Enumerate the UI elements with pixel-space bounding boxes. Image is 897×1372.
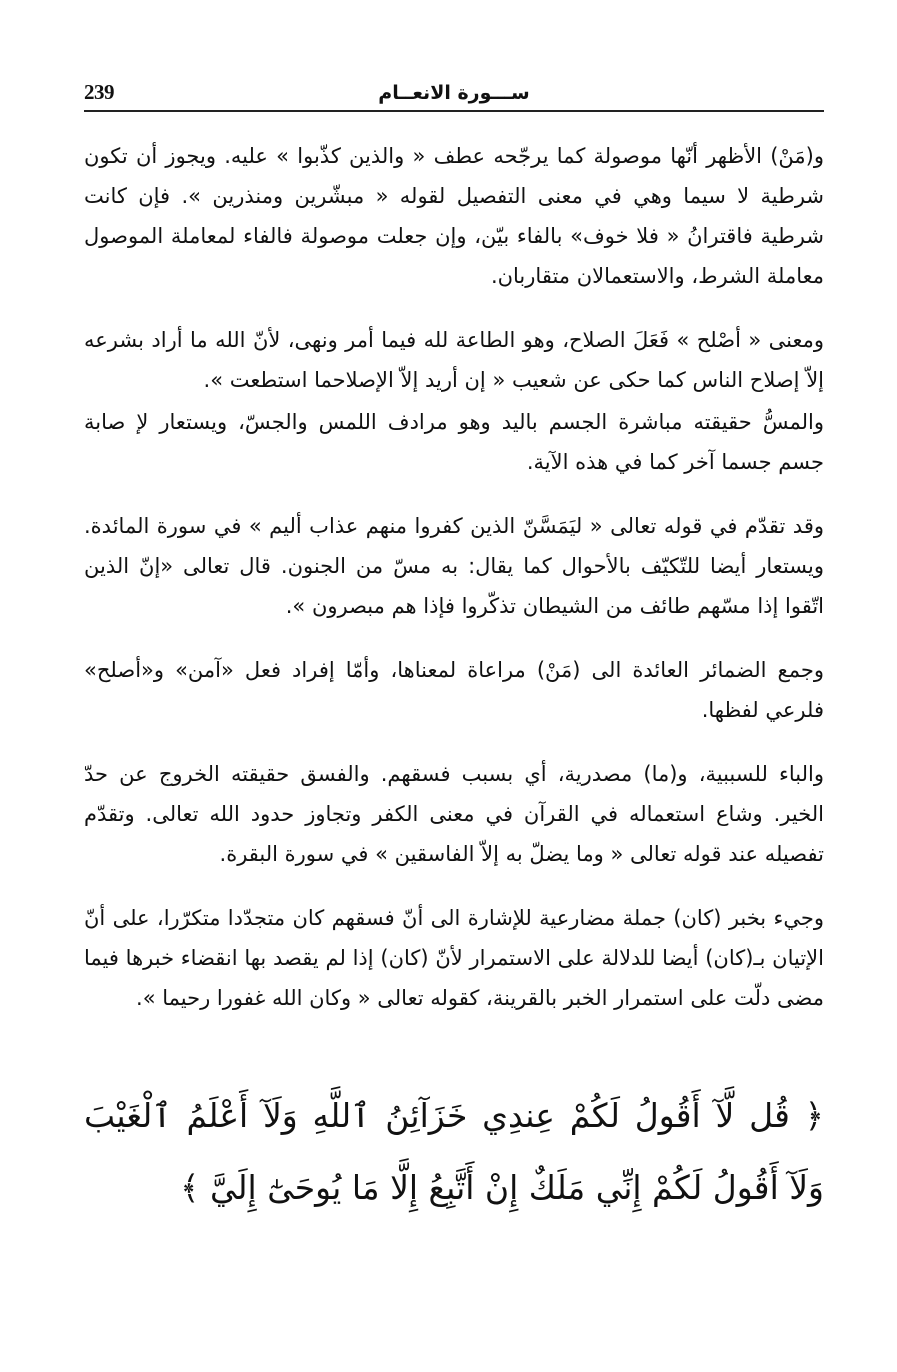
paragraph-kana: وجيء بخبر (كان) جملة مضارعية للإشارة الى أنّ فسقهم كان متجدّدا متكرّرا، على أنّ الإتيان بـ(كان) أيضا للدلالة على الاستمرار لأنّ (كان) إذا لم يقصد بها انقضاء خبرها فيما مضى دلّت على استمرار الخبر بالقرينة، كقوله تعالى « وكان الله غفورا رحيما ». xyxy=(84,906,824,1010)
commentary-text xyxy=(84,136,824,1018)
paragraph-aslaha: ومعنى « أصْلح » فَعَلَ الصلاح، وهو الطاعة لله فيما أمر ونهى، لأنّ الله ما أراد بشرعه إلاّ إصلاح الناس كما حكى عن شعيب « إن أريد إلاّ الإصلاحما استطعت ». xyxy=(84,328,824,392)
header-divider xyxy=(84,110,824,112)
verse-close-bracket: ﴾ xyxy=(180,1168,200,1207)
paragraph-fisq: والباء للسببية، و(ما) مصدرية، أي بسبب فسقهم. والفسق حقيقته الخروج عن حدّ الخير. وشاع استعماله في القرآن في معنى الكفر وتجاوز حدود الله تعالى. وتقدّم تفصيله عند قوله تعالى « وما يضلّ به إلاّ الفاسقين » في سورة البقرة. xyxy=(84,762,824,866)
running-head xyxy=(84,80,824,112)
surah-title: ســـورة الانعــام xyxy=(378,82,530,104)
paragraph-tamas: وقد تقدّم في قوله تعالى « ليَمَسَّنّ الذين كفروا منهم عذاب أليم » في سورة المائدة. ويستعار أيضا للتّكيّف بالأحوال كما يقال: به مسّ من الجنون. قال تعالى «إنّ الذين اتّقوا إذا مسّهم طائف من الشيطان تذكّروا فإذا هم مبصرون ». xyxy=(84,514,824,618)
verse-text: قُل لَّآ أَقُولُ لَكُمْ عِندِي خَزَآئِنُ ٱللَّهِ وَلَآ أَعْلَمُ ٱلْغَيْبَ وَلَآ أَقُولُ لَكُمْ إِنِّي مَلَكٌ إِنْ أَتَّبِعُ إِلَّا مَا يُوحَىٰٓ إِلَيَّ xyxy=(84,1096,824,1207)
paragraph-mass: والمسُّ حقيقته مباشرة الجسم باليد وهو مرادف اللمس والجسّ، ويستعار لإ صابة جسم جسما آخر كما في هذه الآية. xyxy=(84,410,824,474)
paragraph-man-relative: و(مَنْ) الأظهر أنّها موصولة كما يرجّحه عطف « والذين كذّبوا » عليه. ويجوز أن تكون شرطية لا سيما وهي في معنى التفصيل لقوله « مبشّرين ومنذرين ». فإن كانت شرطية فاقترانُ « فلا خوف» بالفاء بيّن، وإن جعلت موصولة فالفاء لمعاملة الموصول معاملة الشرط، والاستعمالان متقاربان. xyxy=(84,144,824,288)
paragraph-pronouns: وجمع الضمائر العائدة الى (مَنْ) مراعاة لمعناها، وأمّا إفراد فعل «آمن» و«أصلح» فلرعي لفظها. xyxy=(84,658,824,722)
quran-verse xyxy=(84,1080,824,1224)
verse-open-bracket: ﴿ xyxy=(804,1096,824,1135)
page-number: 239 xyxy=(84,80,114,104)
